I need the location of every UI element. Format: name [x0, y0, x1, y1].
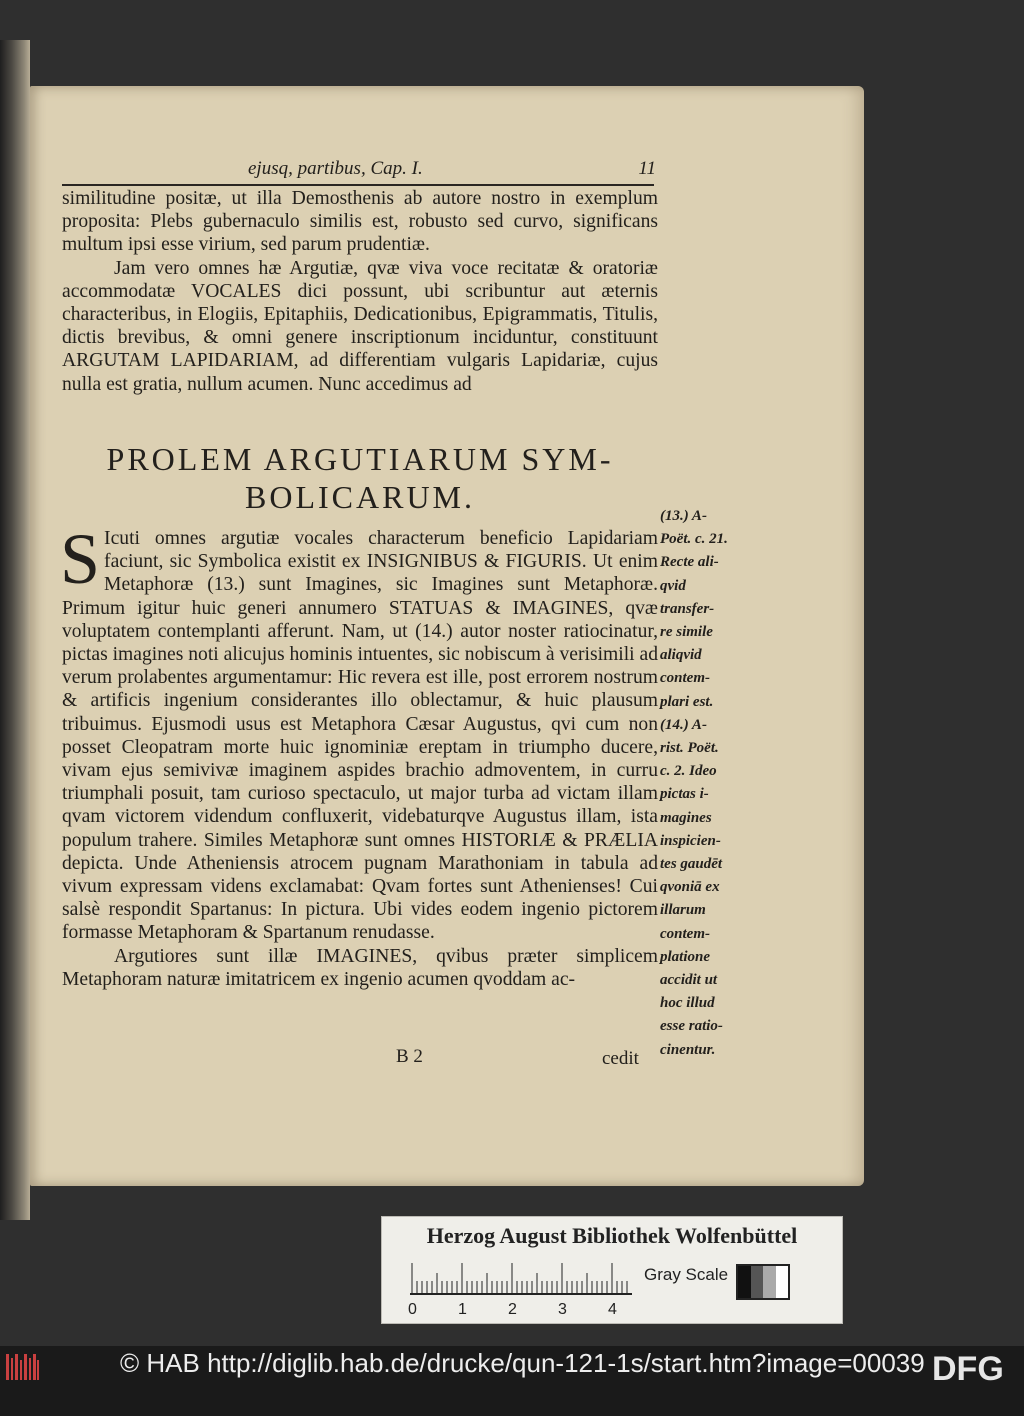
margin-note-line: qvid — [660, 577, 686, 594]
section-heading — [62, 440, 658, 516]
signature-mark: B 2 — [396, 1046, 423, 1067]
paragraph-imagines: Argutiores sunt illæ IMAGINES, qvibus præter simplicem Metaphoram naturæ imitatricem ex ingenio acumen qvoddam ac- — [62, 945, 658, 990]
ruler-number: 4 — [608, 1301, 617, 1318]
margin-note-line: platione — [660, 948, 711, 965]
margin-note-line: c. 2. Ideo — [660, 763, 717, 780]
ruler-number: 1 — [458, 1301, 467, 1318]
margin-note-line: Poët. c. 21. — [660, 531, 728, 548]
header-rule — [62, 184, 654, 186]
margin-note-line: pictas i- — [660, 786, 709, 803]
running-head — [240, 158, 660, 182]
gray-patch — [763, 1266, 776, 1298]
margin-note-line: contem- — [660, 670, 710, 687]
paragraph-symbolica — [60, 519, 658, 945]
dfg-logo-text: DFG — [932, 1350, 1004, 1384]
margin-note-line: cinentur. — [660, 1041, 716, 1058]
library-name: Herzog August Bibliothek Wolfenbüttel — [426, 1223, 798, 1248]
paragraph-continuation: similitudine positæ, ut illa Demosthenis ab autore nostro in exemplum proposita: Plebs gubernaculo similis est, robusto sed curvo, significans multum ipsi esse virium, sed parum prudentiæ. — [62, 188, 658, 256]
margin-note-line: aliqvid — [660, 647, 702, 664]
ruler-number: 0 — [408, 1301, 417, 1318]
section-heading-line-2: BOLICARUM. — [244, 479, 475, 515]
gray-patch — [776, 1266, 789, 1298]
margin-note-line: illarum — [660, 902, 706, 919]
opening-paragraphs — [62, 187, 658, 396]
margin-note-line: hoc illud — [660, 995, 715, 1012]
margin-note-line: (13.) A- — [660, 508, 707, 524]
page-number: 11 — [638, 158, 656, 179]
gray-scale-swatches — [736, 1264, 790, 1300]
margin-note-line: transfer- — [660, 600, 715, 617]
section-heading-line-1: PROLEM ARGUTIARUM SYM- — [106, 441, 614, 477]
copyright-url[interactable]: © HAB http://diglib.hab.de/drucke/qun-121-1s/start.htm?image=00039 — [120, 1348, 925, 1378]
footer-bar — [0, 1346, 1024, 1416]
margin-note-line: qvoniā ex — [660, 879, 720, 896]
gray-scale-label: Gray Scale — [644, 1265, 729, 1284]
ruler-numbers — [402, 1301, 642, 1321]
margin-note-line: accidit ut — [660, 972, 718, 989]
catchword: cedit — [602, 1048, 639, 1069]
margin-note-line: tes gaudēt — [660, 856, 723, 873]
margin-note-line: re simile — [660, 624, 713, 641]
margin-note-line: (14.) A- — [660, 716, 707, 733]
margin-note-line: plari est. — [660, 693, 714, 710]
paragraph-lapidaria: Jam vero omnes hæ Argutiæ, qvæ viva voce recitatæ & oratoriæ accommodatæ VOCALES dici possunt, ubi scribuntur aut æternis characteribus, in Elogiis, Epitaphiis, Dedicationibus, Epigrammatis, Titulis, dictis brevibus, & omni genere inscriptionum inciduntur, constituunt ARGUTAM LAPIDARIAM, ad differentiam vulgaris Lapidariæ, cujus nulla est gratia, nullum acumen. Nunc accedimus ad — [62, 257, 658, 395]
margin-note-line: contem- — [660, 925, 710, 942]
gray-patch — [751, 1266, 764, 1298]
margin-note-line: esse ratio- — [660, 1018, 723, 1035]
dfg-logo — [932, 1350, 1020, 1384]
paragraph-symbolica-text: Icuti omnes argutiæ vocales characterum beneficio Lapidariam faciunt, sic Symbolica existit ex INSIGNIBUS & FIGURIS. Ut enim Metaphoræ (13.) sunt Imagines, sic Imagines sunt Metaphoræ. Primum igitur huic generi annumero STATUAS & IMAGINES, qvæ voluptatem contemplanti afferunt. Nam, ut (14.) autor noster ratiocinatur, pictas imagines noti alicujus hominis intuentes, sic nobiscum à verisimili ad verum prolabentes argumentamur: Hic revera est ille, post errorem nostrum & artificis ingenium considerantes illo oblectamur, & huic plausum tribuimus. Ejusmodi usus est Metaphora Cæsar Augustus, qvi cum non posset Cleopatram morte huic ignominiæ ereptam in triumpho ducere, vivam ejus semivivæ imaginem aspides brachio admoventem, in curru triumphali posuit, tam curioso spectaculo, ut major turba ad victam illam qvam victorem videndum confluxerit, videbaturqve Augustus illam, ista populum trahere. Similes Metaphoræ sunt omnes HISTORIÆ & PRÆLIA depicta. Unde Atheniensis atrocem pugnam Marathoniam in tabula ad vivum expressam videns exclamabat: Qvam fortes sunt Athenienses! Cui salsè respondit Spartanus: In pictura. Ubi vides eodem ingenio pictorem formasse Metaphoram & Spartanum renudasse. — [62, 528, 658, 944]
barcode-icon — [6, 1352, 40, 1382]
symbolic-section-text — [60, 519, 658, 991]
margin-notes — [660, 505, 744, 1062]
margin-note-line: rist. Poët. — [660, 740, 719, 757]
margin-note-line: magines — [660, 809, 712, 826]
gray-patch — [738, 1266, 751, 1298]
ruler-number: 3 — [558, 1301, 567, 1318]
margin-note-line: Recte ali- — [660, 554, 719, 571]
color-calibration-card — [381, 1216, 843, 1324]
ruler-number: 2 — [508, 1301, 517, 1318]
drop-capital: S — [60, 519, 101, 599]
ruler-scale — [410, 1263, 632, 1295]
running-head-title: ejusq, partibus, Cap. I. — [248, 158, 423, 179]
book-spine-edge — [0, 40, 30, 1220]
margin-note-line: inspicien- — [660, 832, 721, 849]
